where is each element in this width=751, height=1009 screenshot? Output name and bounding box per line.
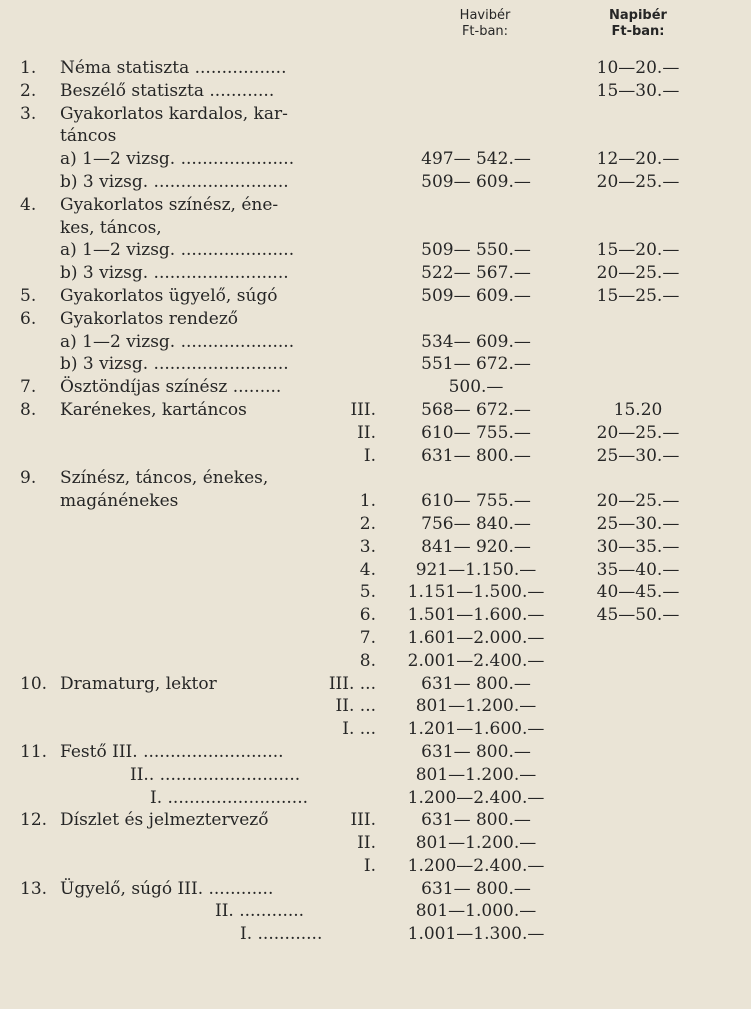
daily-header-line1: Napibér xyxy=(609,8,667,23)
table-row xyxy=(0,262,751,285)
monthly-wage-value: 509— 609.— xyxy=(421,171,531,192)
monthly-wage-value: 1.501—1.600.— xyxy=(407,605,545,626)
monthly-wage-value: 1.601—2.000.— xyxy=(407,627,545,648)
table-row xyxy=(0,103,751,126)
daily-wage-header xyxy=(578,8,698,40)
row-number: 6. xyxy=(20,308,37,329)
table-row xyxy=(0,809,751,832)
row-number: 11. xyxy=(20,741,48,762)
monthly-wage-value: 841— 920.— xyxy=(421,536,531,557)
table-row xyxy=(0,764,751,787)
monthly-wage-value: 522— 567.— xyxy=(421,263,531,284)
monthly-wage-value: 2.001—2.400.— xyxy=(407,650,545,671)
daily-wage-value: 15—25.— xyxy=(596,285,680,306)
row-number: 10. xyxy=(20,673,48,694)
daily-wage-value: 20—25.— xyxy=(596,263,680,284)
table-row xyxy=(0,353,751,376)
table-row xyxy=(0,741,751,764)
table-row xyxy=(0,718,751,741)
row-grade: I. xyxy=(363,855,376,876)
table-row xyxy=(0,695,751,718)
row-number: 8. xyxy=(20,399,37,420)
table-row xyxy=(0,171,751,194)
row-grade: 2. xyxy=(359,513,376,534)
row-number: 9. xyxy=(20,468,37,489)
monthly-wage-value: 801—1.200.— xyxy=(415,696,537,717)
table-row xyxy=(0,308,751,331)
daily-wage-value: 35—40.— xyxy=(596,559,680,580)
monthly-wage-value: 631— 800.— xyxy=(421,445,531,466)
table-row xyxy=(0,787,751,810)
row-grade: III. xyxy=(350,810,376,831)
table-row xyxy=(0,832,751,855)
row-grade: 7. xyxy=(359,627,376,648)
monthly-wage-value: 509— 550.— xyxy=(421,240,531,261)
table-row xyxy=(0,673,751,696)
table-row xyxy=(0,878,751,901)
row-label: Gyakorlatos ügyelő, súgó xyxy=(60,285,278,306)
monthly-wage-value: 631— 800.— xyxy=(421,878,531,899)
table-row xyxy=(0,331,751,354)
row-grade: III. ... xyxy=(328,673,376,694)
row-grade: II. ... xyxy=(335,696,376,717)
row-grade: 1. xyxy=(359,491,376,512)
table-row xyxy=(0,285,751,308)
monthly-wage-value: 631— 800.— xyxy=(421,810,531,831)
monthly-header-line1: Havibér xyxy=(459,8,511,23)
monthly-wage-value: 1.200—2.400.— xyxy=(407,787,545,808)
row-number: 3. xyxy=(20,103,37,124)
table-row xyxy=(0,80,751,103)
row-grade: 4. xyxy=(359,559,376,580)
table-row xyxy=(0,399,751,422)
row-grade: 3. xyxy=(359,536,376,557)
row-label: b) 3 vizsg. ......................... xyxy=(60,171,289,192)
row-number: 4. xyxy=(20,194,37,215)
daily-wage-value: 30—35.— xyxy=(596,536,680,557)
monthly-wage-value: 1.200—2.400.— xyxy=(407,855,545,876)
monthly-wage-header xyxy=(420,8,550,40)
table-row xyxy=(0,467,751,490)
row-number: 5. xyxy=(20,285,37,306)
row-grade: II. xyxy=(357,422,376,443)
table-row xyxy=(0,376,751,399)
table-row xyxy=(0,536,751,559)
row-label: b) 3 vizsg. ......................... xyxy=(60,263,289,284)
row-grade: 5. xyxy=(359,582,376,603)
daily-wage-value: 25—30.— xyxy=(596,445,680,466)
table-row xyxy=(0,194,751,217)
row-grade: III. xyxy=(350,399,376,420)
daily-wage-value: 40—45.— xyxy=(596,582,680,603)
row-label: Gyakorlatos kardalos, kar- xyxy=(60,103,288,124)
table-row xyxy=(0,422,751,445)
wage-table xyxy=(0,57,751,946)
daily-wage-value: 15—20.— xyxy=(596,240,680,261)
row-number: 2. xyxy=(20,80,37,101)
table-row xyxy=(0,581,751,604)
row-label: táncos xyxy=(60,126,117,147)
daily-wage-value: 20—25.— xyxy=(596,171,680,192)
monthly-wage-value: 509— 609.— xyxy=(421,285,531,306)
table-row xyxy=(0,445,751,468)
row-grade: II. xyxy=(357,833,376,854)
monthly-wage-value: 500.— xyxy=(448,377,504,398)
row-label: II.. .......................... xyxy=(130,764,301,785)
monthly-wage-value: 1.151—1.500.— xyxy=(407,582,545,603)
row-label: Festő III. .......................... xyxy=(60,741,284,762)
table-row xyxy=(0,650,751,673)
table-row xyxy=(0,57,751,80)
row-label: a) 1—2 vizsg. ..................... xyxy=(60,240,295,261)
row-label: a) 1—2 vizsg. ..................... xyxy=(60,149,295,170)
row-label: Díszlet és jelmeztervező xyxy=(60,810,269,831)
row-label: Néma statiszta ................. xyxy=(60,58,287,78)
row-label: Ösztöndíjas színész ......... xyxy=(60,377,282,398)
row-label: I. .......................... xyxy=(150,787,309,808)
row-label: II. ............ xyxy=(215,901,305,922)
monthly-wage-value: 610— 755.— xyxy=(421,491,531,512)
monthly-wage-value: 921—1.150.— xyxy=(415,559,537,580)
daily-wage-value: 45—50.— xyxy=(596,605,680,626)
daily-wage-value: 10—20.— xyxy=(596,58,680,78)
row-number: 7. xyxy=(20,377,37,398)
daily-wage-value: 15—30.— xyxy=(596,80,680,101)
row-grade: I. ... xyxy=(342,719,376,740)
table-row xyxy=(0,855,751,878)
row-number: 1. xyxy=(20,58,37,78)
monthly-wage-value: 801—1.200.— xyxy=(415,764,537,785)
row-label: Gyakorlatos rendező xyxy=(60,308,239,329)
table-row xyxy=(0,513,751,536)
daily-wage-value: 20—25.— xyxy=(596,422,680,443)
monthly-header-line2: Ft-ban: xyxy=(461,24,509,39)
row-grade: 8. xyxy=(359,650,376,671)
monthly-wage-value: 1.001—1.300.— xyxy=(407,924,545,945)
table-row xyxy=(0,217,751,240)
monthly-wage-value: 631— 800.— xyxy=(421,673,531,694)
monthly-wage-value: 801—1.200.— xyxy=(415,833,537,854)
table-row xyxy=(0,559,751,582)
monthly-wage-value: 1.201—1.600.— xyxy=(407,719,545,740)
daily-wage-value: 20—25.— xyxy=(596,491,680,512)
daily-wage-value: 15.20 xyxy=(613,399,663,420)
table-row xyxy=(0,125,751,148)
row-label: Színész, táncos, énekes, xyxy=(60,468,269,489)
monthly-wage-value: 631— 800.— xyxy=(421,741,531,762)
row-label: magánénekes xyxy=(60,491,179,512)
row-label: Ügyelő, súgó III. ............ xyxy=(60,878,274,899)
row-grade: I. xyxy=(363,445,376,466)
row-number: 13. xyxy=(20,878,48,899)
monthly-wage-value: 534— 609.— xyxy=(421,331,531,352)
monthly-wage-value: 756— 840.— xyxy=(421,513,531,534)
table-row xyxy=(0,900,751,923)
monthly-wage-value: 551— 672.— xyxy=(421,354,531,375)
daily-wage-value: 25—30.— xyxy=(596,513,680,534)
monthly-wage-value: 610— 755.— xyxy=(421,422,531,443)
row-label: Dramaturg, lektor xyxy=(60,673,217,694)
table-row xyxy=(0,923,751,946)
monthly-wage-value: 801—1.000.— xyxy=(415,901,537,922)
row-label: Karénekes, kartáncos xyxy=(60,399,247,420)
row-label: Beszélő statiszta ............ xyxy=(60,80,275,101)
table-row xyxy=(0,148,751,171)
table-row xyxy=(0,239,751,262)
row-label: b) 3 vizsg. ......................... xyxy=(60,354,289,375)
row-number: 12. xyxy=(20,810,48,831)
daily-wage-value: 12—20.— xyxy=(596,149,680,170)
row-grade: 6. xyxy=(359,605,376,626)
monthly-wage-value: 497— 542.— xyxy=(421,149,531,170)
row-label: kes, táncos, xyxy=(60,217,162,238)
table-row xyxy=(0,490,751,513)
row-label: I. ............ xyxy=(240,924,323,945)
daily-header-line2: Ft-ban: xyxy=(611,24,665,39)
row-label: Gyakorlatos színész, éne- xyxy=(60,194,279,215)
table-row xyxy=(0,627,751,650)
table-row xyxy=(0,604,751,627)
monthly-wage-value: 568— 672.— xyxy=(421,399,531,420)
row-label: a) 1—2 vizsg. ..................... xyxy=(60,331,295,352)
